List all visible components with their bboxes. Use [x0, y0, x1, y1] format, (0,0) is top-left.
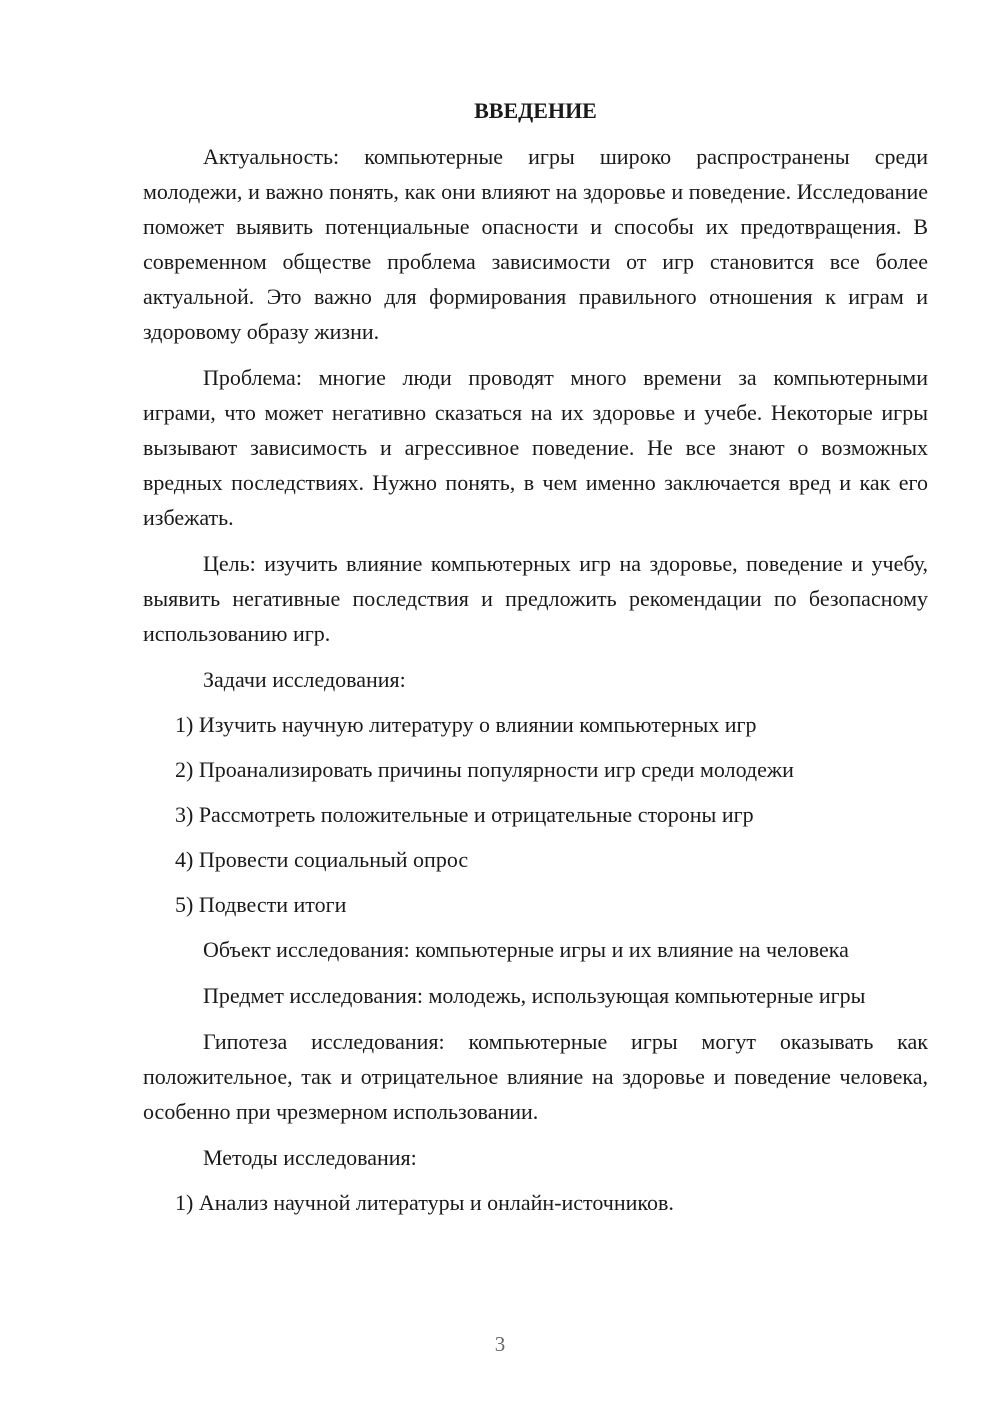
- list-item: 4) Провести социальный опрос: [175, 847, 469, 872]
- paragraph-object: Объект исследования: компьютерные игры и их влияние на человека: [203, 937, 849, 962]
- tasks-list: [143, 707, 928, 922]
- paragraph-goal: Цель: изучить влияние компьютерных игр на здоровье, поведение и учебу, выявить негативные последствия и предложить рекомендации по безопасному использованию игр.: [143, 551, 928, 646]
- list-item: 3) Рассмотреть положительные и отрицательные стороны игр: [175, 802, 754, 827]
- list-item: 1) Анализ научной литературы и онлайн-источников.: [175, 1190, 674, 1215]
- tasks-heading: Задачи исследования:: [203, 667, 406, 692]
- paragraph-hypothesis: Гипотеза исследования: компьютерные игры могут оказывать как положительное, так и отрицательное влияние на здоровье и поведение человека, особенно при чрезмерном использовании.: [143, 1029, 928, 1124]
- paragraph-relevance: Актуальность: компьютерные игры широко распространены среди молодежи, и важно понять, как они влияют на здоровье и поведение. Исследование поможет выявить потенциальные опасности и способы их предотвращения. В современном обществе проблема зависимости от игр становится все более актуальной. Это важно для формирования правильного отношения к играм и здоровому образу жизни.: [143, 144, 928, 344]
- list-item: 1) Изучить научную литературу о влиянии компьютерных игр: [175, 712, 757, 737]
- page-number: 3: [494, 1332, 506, 1356]
- section-title: ВВЕДЕНИЕ: [474, 98, 597, 123]
- methods-heading: Методы исследования:: [203, 1145, 417, 1170]
- page-content: [143, 93, 928, 1230]
- paragraph-subject: Предмет исследования: молодежь, использующая компьютерные игры: [203, 983, 866, 1008]
- list-item: 5) Подвести итоги: [175, 892, 347, 917]
- methods-list: [143, 1185, 928, 1220]
- list-item: 2) Проанализировать причины популярности игр среди молодежи: [175, 757, 794, 782]
- paragraph-problem: Проблема: многие люди проводят много времени за компьютерными играми, что может негативно сказаться на их здоровье и учебе. Некоторые игры вызывают зависимость и агрессивное поведение. Не все знают о возможных вредных последствиях. Нужно понять, в чем именно заключается вред и как его избежать.: [143, 365, 928, 530]
